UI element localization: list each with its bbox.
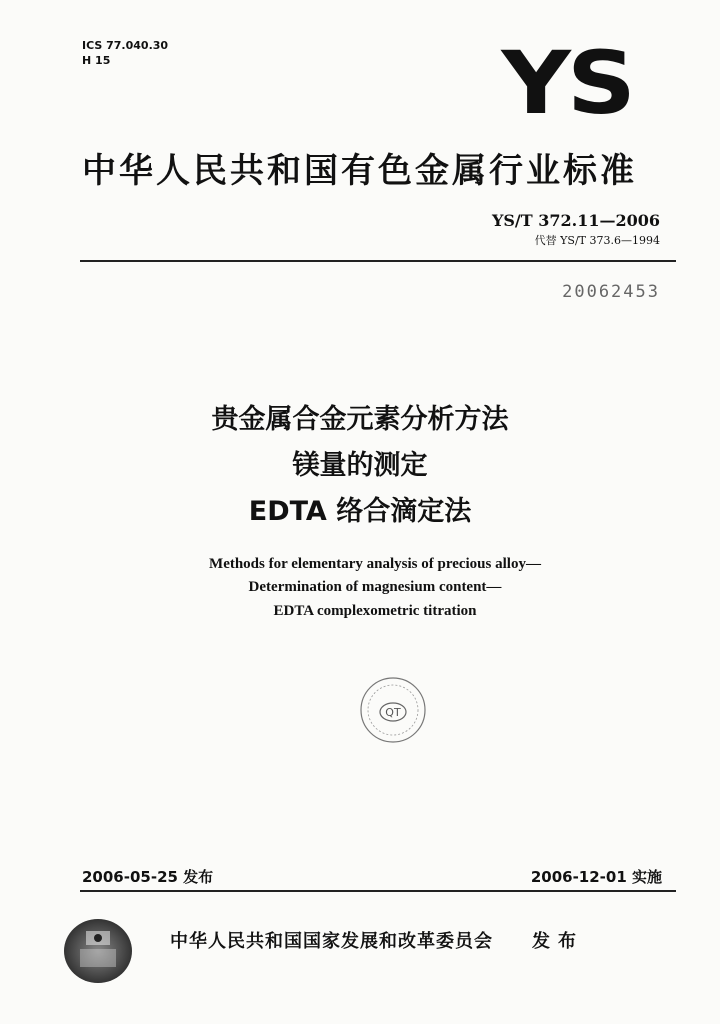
cn-title-line-3: EDTA 络合滴定法 (248, 496, 472, 527)
cn-title-line-2: 镁量的测定 (292, 450, 428, 481)
industry-standard-title: 中华人民共和国有色金属行业标准 (82, 151, 637, 191)
en-title-line-2: Determination of magnesium content— (248, 579, 502, 595)
ics-code: ICS 77.040.30 (82, 39, 169, 52)
top-divider (80, 260, 676, 262)
standard-code: YS/T 372.11—2006 (491, 211, 660, 230)
bottom-divider (80, 890, 676, 892)
en-title-line-3: EDTA complexometric titration (273, 603, 477, 619)
ccs-code: H 15 (82, 54, 111, 67)
classification-codes (82, 38, 168, 68)
replaces-note: 代替 YS/T 373.6—1994 (534, 234, 660, 247)
cn-title-line-1: 贵金属合金元素分析方法 (211, 404, 509, 435)
implementation-date: 2006-12-01 实施 (530, 868, 662, 886)
issuing-authority: 中华人民共和国国家发展和改革委员会 (170, 931, 493, 952)
seal-text: QT (385, 706, 401, 719)
standard-number-block (492, 211, 660, 248)
issue-date: 2006-05-25 发布 (82, 868, 214, 886)
serial-stamp: 20062453 (562, 282, 660, 302)
en-title-line-1: Methods for elementary analysis of precious alloy— (209, 556, 541, 572)
ys-logo: YS (501, 32, 632, 134)
national-emblem-icon (62, 917, 134, 985)
qt-seal-icon (358, 675, 428, 745)
issue-label: 发布 (532, 931, 584, 952)
